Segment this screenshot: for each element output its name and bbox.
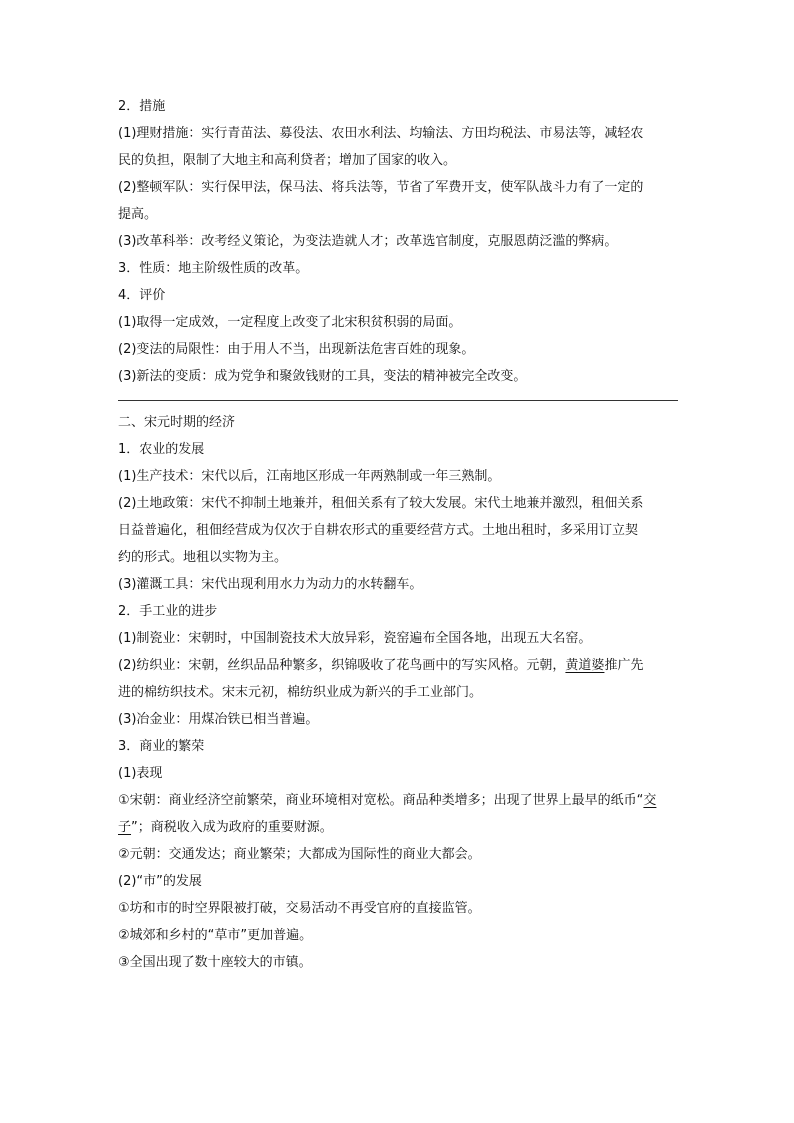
underlined-name: 黄道婆 xyxy=(565,658,605,673)
text-line: ①坊和市的时空界限被打破，交易活动不再受官府的直接监管。 xyxy=(118,901,481,916)
underlined-term: 交 xyxy=(643,793,657,808)
text-line: (1)制瓷业：宋朝时，中国制瓷技术大放异彩，瓷窑遍布全国各地，出现五大名窑。 xyxy=(118,631,592,646)
text-line: (3)灌溉工具：宋代出现利用水力为动力的水转翻车。 xyxy=(118,577,423,592)
text-line: ②城郊和乡村的“草市”更加普遍。 xyxy=(118,928,313,943)
heading-nature: 3．性质：地主阶级性质的改革。 xyxy=(118,261,309,276)
text-line: (1)取得一定成效，一定程度上改变了北宋积贫积弱的局面。 xyxy=(118,315,462,330)
text-segment: (2)纺织业：宋朝，丝织品品种繁多，织锦吸收了花鸟画中的写实风格。元朝， xyxy=(118,658,566,673)
heading-measures: 2．措施 xyxy=(118,99,166,114)
text-line: ②元朝：交通发达；商业繁荣；大都成为国际性的商业大都会。 xyxy=(118,847,481,862)
section-divider xyxy=(118,400,678,401)
text-line-song-cont xyxy=(118,814,678,841)
text-line-song xyxy=(118,787,678,814)
text-line: (3)新法的变质：成为党争和聚敛钱财的工具，变法的精神被完全改变。 xyxy=(118,369,527,384)
text-line: 进的棉纺织技术。宋末元初，棉纺织业成为新兴的手工业部门。 xyxy=(118,685,483,700)
text-line: 提高。 xyxy=(118,207,158,222)
text-line: 民的负担，限制了大地主和高利贷者；增加了国家的收入。 xyxy=(118,153,457,168)
text-line: (3)冶金业：用煤冶铁已相当普遍。 xyxy=(118,712,319,727)
text-line-weaving xyxy=(118,652,678,679)
heading-commerce: 3．商业的繁荣 xyxy=(118,739,205,754)
text-line: (2)土地政策：宋代不抑制土地兼并，租佃关系有了较大发展。宋代土地兼并激烈，租佃关系 xyxy=(118,496,644,511)
text-segment: ①宋朝：商业经济空前繁荣，商业环境相对宽松。商品种类增多；出现了世界上最早的纸币“ xyxy=(118,793,644,808)
heading-agriculture: 1．农业的发展 xyxy=(118,442,205,457)
text-segment: 推广先 xyxy=(604,658,644,673)
heading-evaluation: 4．评价 xyxy=(118,288,166,303)
text-line: (2)整顿军队：实行保甲法，保马法、将兵法等，节省了军费开支，使军队战斗力有了一定的 xyxy=(118,180,644,195)
text-line: (3)改革科举：改考经义策论，为变法造就人才；改革选官制度，克服恩荫泛滥的弊病。 xyxy=(118,234,618,249)
text-line: 约的形式。地租以实物为主。 xyxy=(118,550,288,565)
underlined-term: 子 xyxy=(118,820,132,835)
text-line: ③全国出现了数十座较大的市镇。 xyxy=(118,955,312,970)
text-segment: ”；商税收入成为政府的重要财源。 xyxy=(131,820,333,835)
text-line: (1)生产技术：宋代以后，江南地区形成一年两熟制或一年三熟制。 xyxy=(118,469,501,484)
text-line: (1)理财措施：实行青苗法、募役法、农田水利法、均输法、方田均税法、市易法等，减轻农 xyxy=(118,126,644,141)
text-line: (2)变法的局限性：由于用人不当，出现新法危害百姓的现象。 xyxy=(118,342,475,357)
section-title-economy: 二、宋元时期的经济 xyxy=(118,415,236,430)
subheading-market: (2)“市”的发展 xyxy=(118,874,202,889)
subheading-manifestation: (1)表现 xyxy=(118,766,163,781)
text-line: 日益普遍化，租佃经营成为仅次于自耕农形式的重要经营方式。土地出租时，多采用订立契 xyxy=(118,523,639,538)
document-page xyxy=(118,93,678,976)
heading-handicraft: 2．手工业的进步 xyxy=(118,604,218,619)
